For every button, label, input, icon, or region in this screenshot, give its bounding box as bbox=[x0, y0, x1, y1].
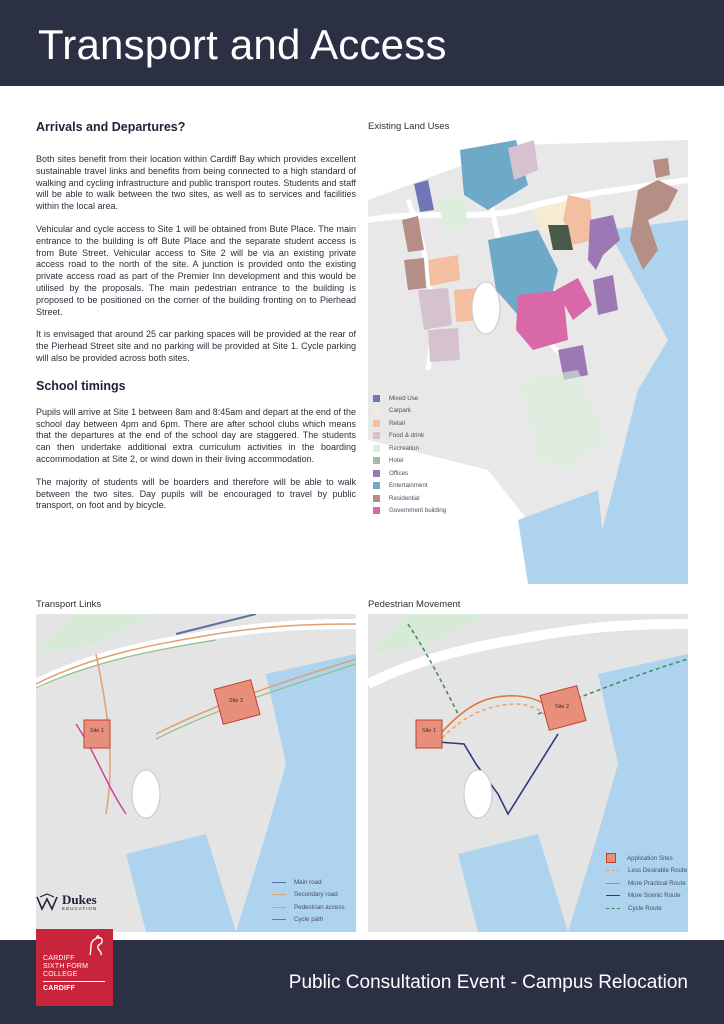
dragon-emblem-icon bbox=[87, 935, 105, 957]
paragraph-boarders: The majority of students will be boarders and therefore will be able to walk between the two sites. Day pupils will be encouraged to travel by public transport, on foot and by bicycle. bbox=[36, 476, 356, 511]
college-logo bbox=[36, 929, 113, 1006]
legend-swatch bbox=[373, 445, 380, 452]
legend-label: Secondary road bbox=[294, 891, 338, 899]
dukes-name: Dukes bbox=[62, 891, 97, 907]
legend-item bbox=[272, 901, 345, 914]
legend-label: Pedestrian access bbox=[294, 903, 345, 911]
legend-swatch bbox=[606, 853, 616, 863]
legend-label: Mixed Use bbox=[389, 394, 419, 402]
site1-label: Site 1 bbox=[90, 728, 105, 734]
dukes-emblem-icon bbox=[36, 893, 58, 911]
heading-school-timings: School timings bbox=[36, 378, 126, 393]
college-line1: CARDIFF bbox=[43, 955, 75, 962]
legend-label: Application Sites bbox=[627, 854, 673, 862]
legend-label: Carpark bbox=[389, 407, 412, 415]
legend-label: Recreation bbox=[389, 444, 419, 452]
legend-item bbox=[606, 877, 687, 890]
legend-label: Main road bbox=[294, 878, 322, 886]
college-city: CARDIFF bbox=[43, 985, 76, 992]
transport-legend bbox=[272, 876, 345, 926]
legend-swatch bbox=[373, 482, 380, 489]
legend-line bbox=[606, 883, 620, 884]
legend-label: Offices bbox=[389, 469, 409, 477]
legend-label: Government building bbox=[389, 507, 447, 515]
legend-label: Cycle Route bbox=[628, 904, 662, 912]
legend-line bbox=[606, 870, 620, 871]
legend-label: Less Desirable Route bbox=[628, 867, 688, 875]
legend-item bbox=[373, 417, 446, 430]
legend-item bbox=[373, 467, 446, 480]
legend-swatch bbox=[373, 457, 380, 464]
land-uses-map-graphic bbox=[368, 140, 688, 584]
legend-item bbox=[373, 442, 446, 455]
legend-line bbox=[272, 919, 286, 920]
legend-swatch bbox=[373, 420, 380, 427]
legend-item bbox=[606, 902, 687, 915]
transport-title: Transport Links bbox=[36, 599, 102, 610]
land-uses-map bbox=[368, 140, 688, 584]
legend-line bbox=[606, 895, 620, 896]
legend-item bbox=[606, 890, 687, 903]
legend-line bbox=[606, 908, 620, 909]
legend-item bbox=[272, 889, 345, 902]
paragraph-parking: It is envisaged that around 25 car parking spaces will be provided at the rear of the Pierhead Street site and no parking will be provided at Site 1. Cycle parking will also be provided across both sites. bbox=[36, 329, 356, 363]
dukes-logo bbox=[36, 893, 97, 911]
text-column bbox=[36, 120, 356, 523]
legend-swatch bbox=[373, 507, 380, 514]
legend-item bbox=[373, 492, 446, 505]
legend-line bbox=[272, 882, 286, 883]
site2-label: Site 2 bbox=[555, 704, 570, 710]
legend-label: Entertainment bbox=[389, 482, 428, 490]
legend-swatch bbox=[373, 395, 380, 402]
heading-arrivals: Arrivals and Departures? bbox=[36, 120, 186, 134]
pedestrian-title: Pedestrian Movement bbox=[368, 599, 461, 610]
college-line2: SIXTH FORM bbox=[43, 963, 89, 970]
legend-label: More Scenic Route bbox=[628, 892, 681, 900]
site1-label: Site 1 bbox=[422, 728, 437, 734]
legend-label: Hotel bbox=[389, 457, 404, 465]
legend-label: Cycle path bbox=[294, 916, 324, 924]
legend-swatch bbox=[373, 432, 380, 439]
legend-line bbox=[272, 907, 286, 908]
footer-caption: Public Consultation Event - Campus Relocation bbox=[288, 972, 688, 993]
paragraph-timings: Pupils will arrive at Site 1 between 8am and 8:45am and depart at the end of the school day between 4pm and 6pm. There are after school clubs which means that the departures at the end of the school day are staggered. The students can then undertake additional extra curriculum activities in the boarding accommodation at Site 2, or wind down in their living accommodation. bbox=[36, 406, 356, 464]
paragraph-access: Vehicular and cycle access to Site 1 will be obtained from Bute Place. The main entrance to the building is off Bute Place and the separate student access is from Bute Street. Vehicular access to Site 2 will be via an existing private access road to the north of the site. A junction is provided onto the existing private access road as part of the Premier Inn development and this would be utilised by the proposals. The main pedestrian entrance to the building is proposed to be positioned on the corner of the building fronting on to Pierhead Street. bbox=[36, 223, 356, 317]
legend-line bbox=[272, 894, 286, 895]
paragraph-location: Both sites benefit from their location within Cardiff Bay which provides excellent sustainable travel links and benefits from being connected to a high standard of walking and cycling infrastructure and public transport routes. Students and staff will be able to walk between the two sites, as well as to services and facilities within the local area. bbox=[36, 154, 356, 212]
legend-item bbox=[606, 852, 687, 865]
legend-item bbox=[272, 914, 345, 927]
legend-item bbox=[373, 392, 446, 405]
legend-item bbox=[373, 455, 446, 468]
pedestrian-legend bbox=[606, 852, 687, 915]
legend-swatch bbox=[373, 495, 380, 502]
college-line3: COLLEGE bbox=[43, 971, 78, 978]
pedestrian-map bbox=[368, 614, 688, 932]
legend-swatch bbox=[373, 407, 380, 414]
legend-item bbox=[272, 876, 345, 889]
site2-label: Site 2 bbox=[229, 698, 244, 704]
land-uses-legend bbox=[373, 392, 446, 517]
page-header bbox=[0, 0, 724, 86]
legend-item bbox=[373, 405, 446, 418]
legend-swatch bbox=[373, 470, 380, 477]
college-divider bbox=[43, 981, 105, 982]
legend-label: Retail bbox=[389, 419, 405, 427]
dukes-sub: EDUCATION bbox=[62, 905, 98, 911]
legend-label: More Practical Route bbox=[628, 879, 686, 887]
legend-label: Residential bbox=[389, 494, 420, 502]
legend-item bbox=[606, 865, 687, 878]
transport-map bbox=[36, 614, 356, 932]
legend-item bbox=[373, 480, 446, 493]
page-title: Transport and Access bbox=[38, 21, 447, 68]
land-uses-title: Existing Land Uses bbox=[368, 121, 450, 132]
legend-item bbox=[373, 505, 446, 518]
legend-label: Food & drink bbox=[389, 432, 425, 440]
legend-item bbox=[373, 430, 446, 443]
